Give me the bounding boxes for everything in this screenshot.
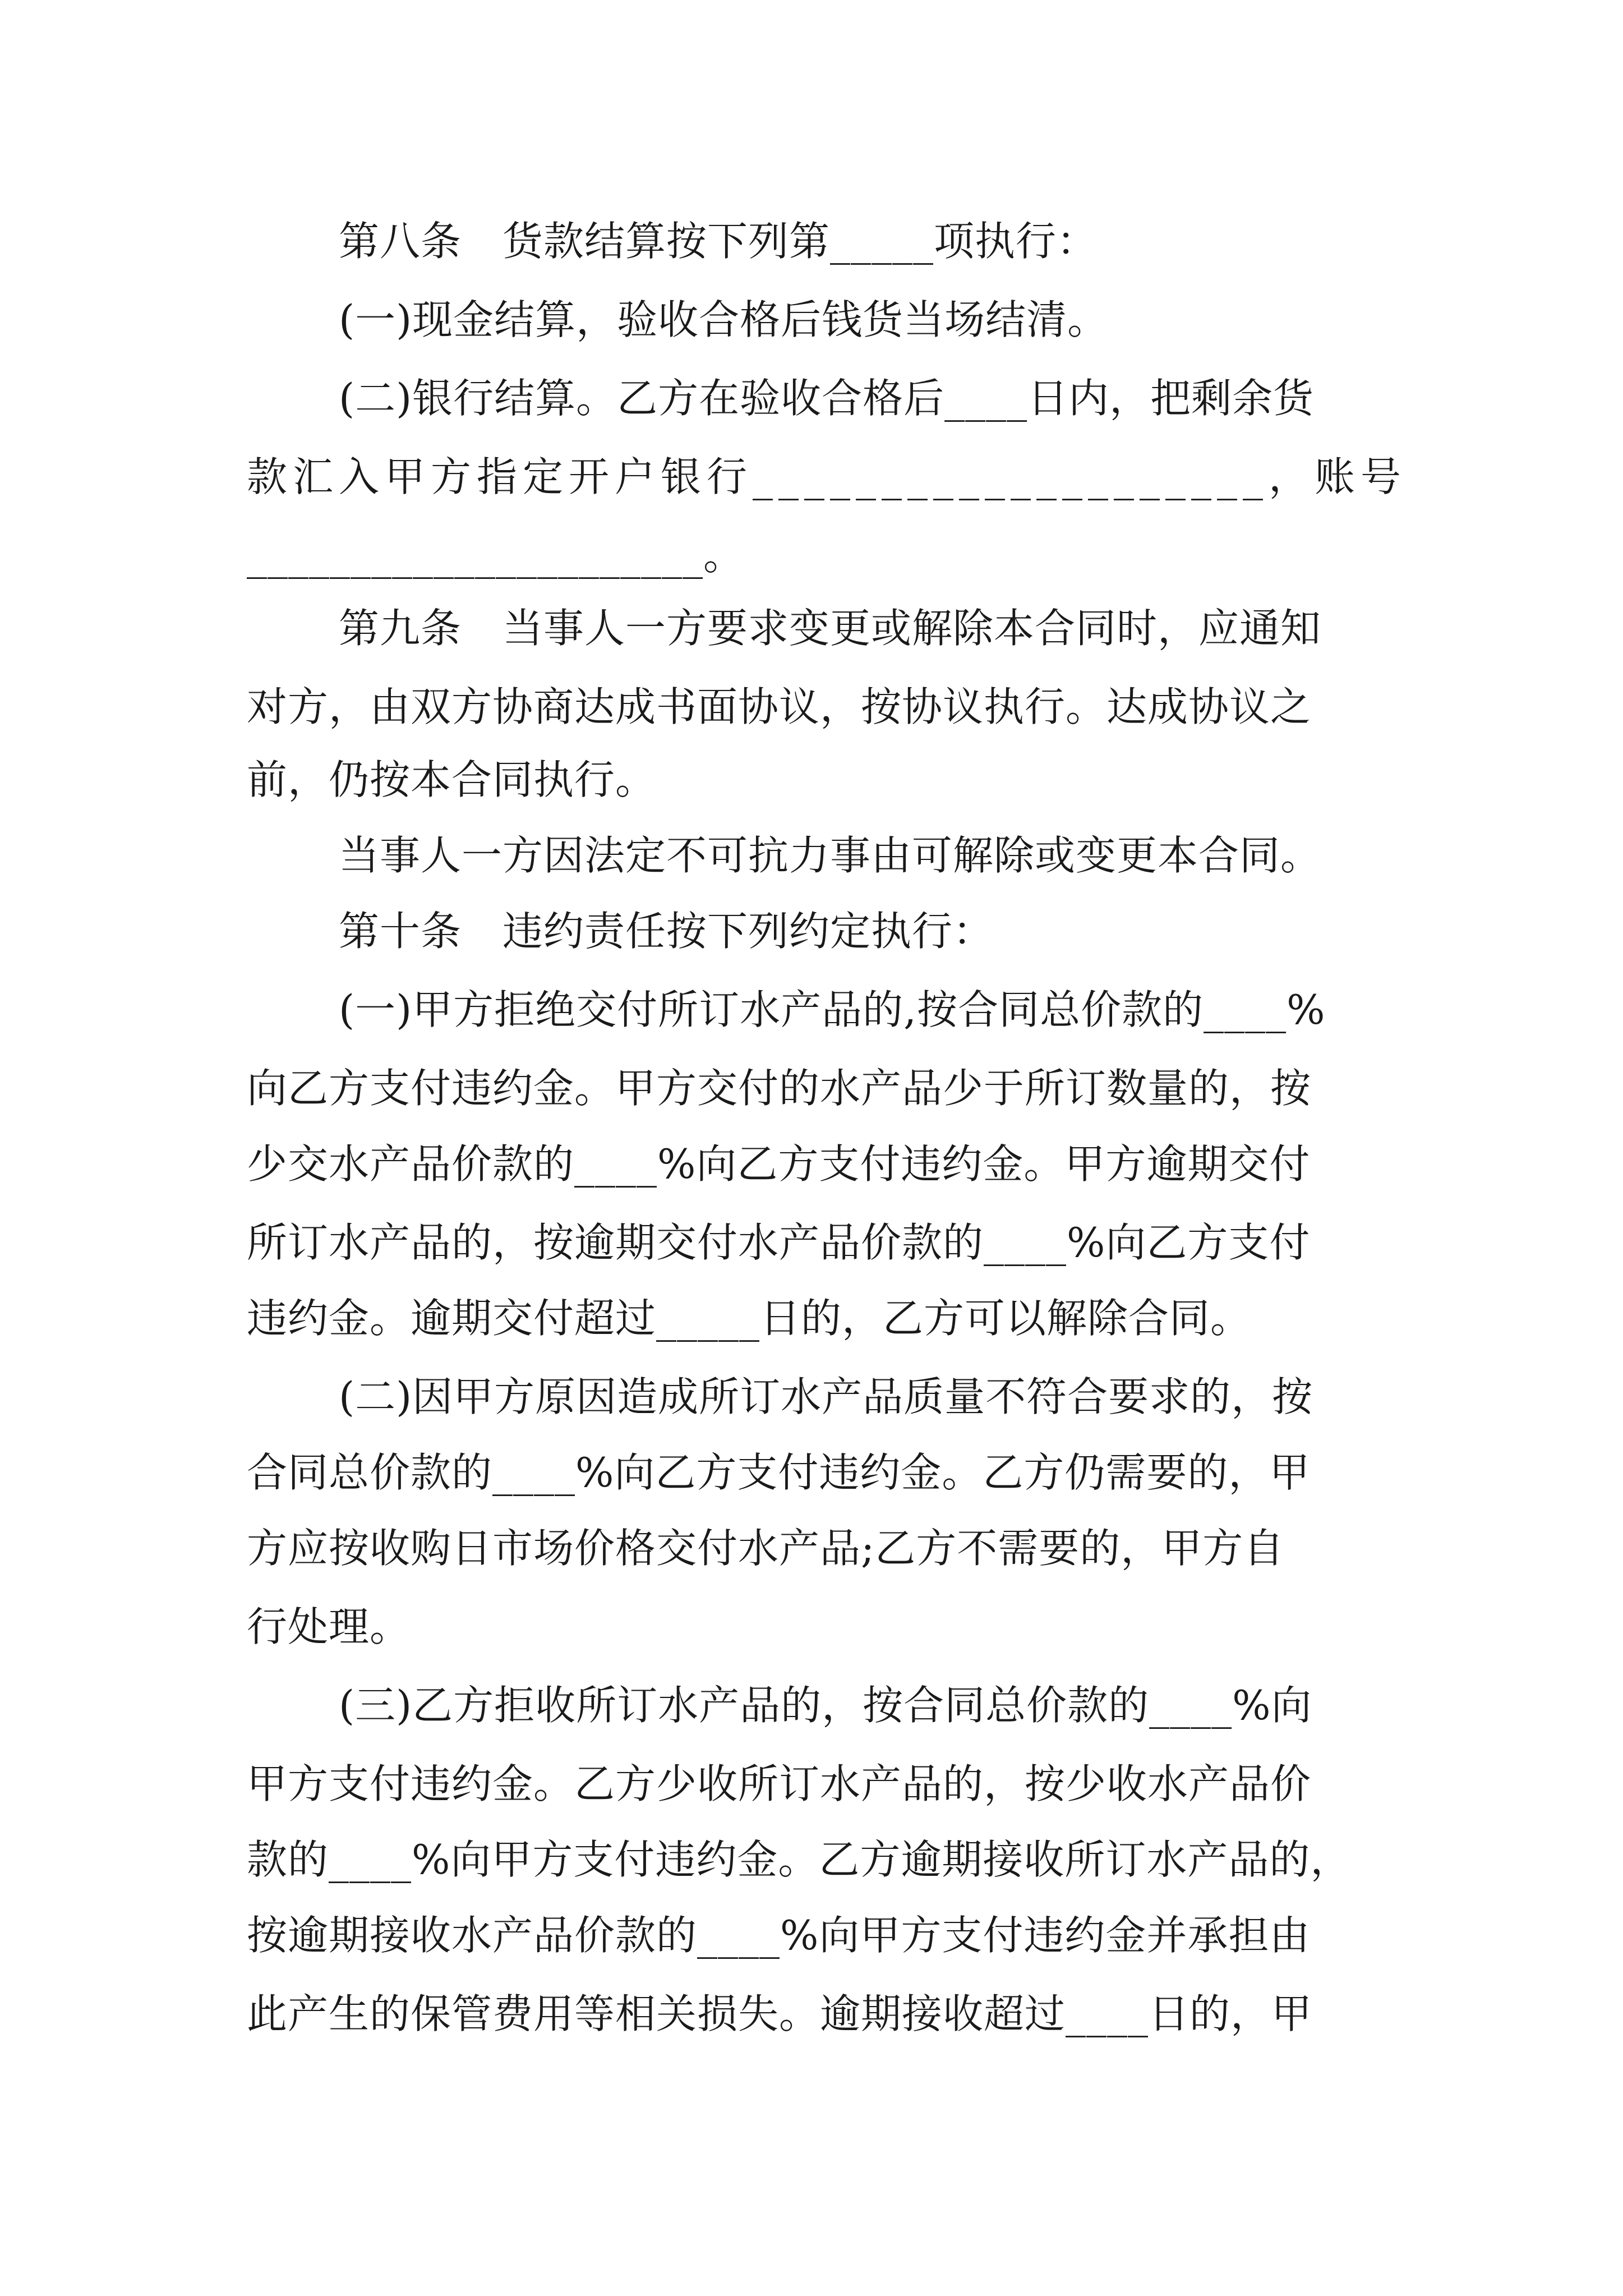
article-10-item-1-cont-3: 所订水产品的，按逾期交付水产品价款的____%向乙方支付 [247, 1219, 1311, 1266]
article-10-item-1-cont-2: 少交水产品价款的____%向乙方支付违约金。甲方逾期交付 [247, 1140, 1311, 1188]
article-10-item-3: (三)乙方拒收所订水产品的，按合同总价款的____%向 [339, 1682, 1312, 1729]
article-8-item-2-cont-2: ______________________。 [247, 532, 744, 579]
article-10-item-3-cont-3: 按逾期接收水产品价款的____%向甲方支付违约金并承担由 [247, 1912, 1311, 1959]
article-9-paragraph-2: 当事人一方因法定不可抗力事由可解除或变更本合同。 [339, 832, 1322, 879]
article-10-item-1-cont-1: 向乙方支付违约金。甲方交付的水产品少于所订数量的，按 [247, 1065, 1312, 1112]
article-8-item-1: (一)现金结算，验收合格后钱货当场结清。 [339, 296, 1109, 343]
article-8-item-2: (二)银行结算。乙方在验收合格后____日内，把剩余货 [339, 375, 1315, 422]
article-9-cont-1: 对方，由双方协商达成书面协议，按协议执行。达成协议之 [247, 683, 1312, 730]
article-10-heading: 第十条 违约责任按下列约定执行： [339, 908, 994, 955]
article-8-item-2-cont-1: 款汇入甲方指定开户银行____________________，账号 [247, 453, 1407, 500]
article-10-item-3-cont-4: 此产生的保管费用等相关损失。逾期接收超过____日的，甲 [247, 1990, 1313, 2037]
article-8-heading: 第八条 货款结算按下列第_____项执行： [339, 218, 1098, 265]
article-10-item-2-cont-2: 方应按收购日市场价格交付水产品;乙方不需要的，甲方自 [247, 1525, 1285, 1572]
article-10-item-3-cont-1: 甲方支付违约金。乙方少收所订水产品的，按少收水产品价 [247, 1760, 1312, 1807]
article-10-item-1: (一)甲方拒绝交付所订水产品的,按合同总价款的____% [339, 986, 1326, 1033]
article-9-cont-2: 前，仍按本合同执行。 [247, 756, 657, 803]
article-10-item-3-cont-2: 款的____%向甲方支付违约金。乙方逾期接收所订水产品的， [247, 1836, 1352, 1883]
article-9-heading: 第九条 当事人一方要求变更或解除本合同时，应通知 [339, 605, 1322, 652]
article-10-item-2-cont-3: 行处理。 [247, 1603, 411, 1650]
article-10-item-2-cont-1: 合同总价款的____%向乙方支付违约金。乙方仍需要的，甲 [247, 1449, 1311, 1496]
article-10-item-2: (二)因甲方原因造成所订水产品质量不符合要求的，按 [339, 1373, 1313, 1420]
article-10-item-1-cont-4: 违约金。逾期交付超过_____日的，乙方可以解除合同。 [247, 1295, 1252, 1342]
